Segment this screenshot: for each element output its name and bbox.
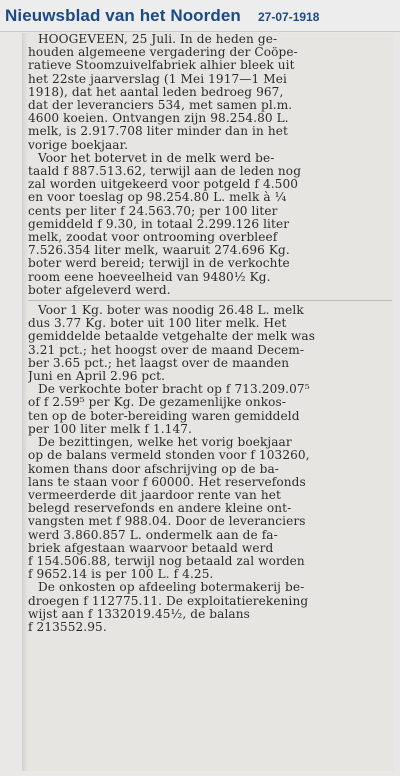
article-line: werd 3.860.857 L. ondermelk aan de fa- bbox=[28, 528, 278, 542]
newspaper-clipping bbox=[22, 33, 394, 771]
article-line: cents per liter f 24.563.70; per 100 liter bbox=[28, 204, 278, 218]
article-line: wijst aan f 1332019.45½, de balans bbox=[28, 607, 250, 621]
publication-date: 27-07-1918 bbox=[258, 10, 320, 24]
article-line: vangsten met f 988.04. Door de leveranciers bbox=[28, 515, 306, 529]
article-line: ratieve Stoomzuivelfabriek alhier bleek uit bbox=[28, 59, 295, 73]
article-line: De verkochte boter bracht op f 713.209.07⁵ bbox=[38, 383, 310, 397]
article-line: en voor toeslag op 98.254.80 L. melk à ¼ bbox=[28, 191, 287, 205]
article-line: De onkosten op afdeeling botermakerij be- bbox=[38, 581, 305, 595]
article-line: het 22ste jaarverslag (1 Mei 1917—1 Mei bbox=[28, 72, 287, 86]
article-line: melk, zoodat voor ontrooming overbleef bbox=[28, 231, 278, 245]
article-line: Voor 1 Kg. boter was noodig 26.48 L. melk bbox=[38, 304, 304, 318]
article-line: vorige boekjaar. bbox=[28, 138, 129, 152]
article-line: Voor het botervet in de melk werd be- bbox=[38, 151, 275, 165]
paragraph-divider bbox=[28, 300, 392, 301]
article-line: melk, is 2.917.708 liter minder dan in het bbox=[28, 125, 288, 139]
article-line: dat der leveranciers 534, met samen pl.m. bbox=[28, 99, 293, 113]
article-line: gemiddelde betaalde vetgehalte der melk was bbox=[28, 330, 316, 344]
article-body bbox=[28, 33, 392, 634]
article-line: of f 2.59⁵ per Kg. De gezamenlijke onkos- bbox=[28, 396, 287, 410]
article-line: gemiddeld f 9.30, in totaal 2.299.126 liter bbox=[28, 217, 290, 231]
article-line: vermeerderde dit jaardoor rente van het bbox=[28, 488, 281, 502]
article-line: ten op de boter-bereiding waren gemiddeld bbox=[28, 409, 300, 423]
article-line: op de balans vermeld stonden voor f 103260, bbox=[28, 449, 310, 463]
article-line: taald f 887.513.62, terwijl aan de leden nog bbox=[28, 165, 302, 179]
article-line: f 213552.95. bbox=[28, 620, 107, 634]
article-line: 3.21 pct.; het hoogst over de maand Decem- bbox=[28, 343, 305, 357]
article-line: per 100 liter melk f 1.147. bbox=[28, 422, 192, 436]
article-line: room eene hoeveelheid van 9480½ Kg. bbox=[28, 270, 271, 284]
article-line: boter werd bereid; terwijl in de verkochte bbox=[28, 257, 290, 271]
article-line: ber 3.65 pct.; het laagst over de maanden bbox=[28, 356, 290, 370]
article-line: belegd reservefonds en andere kleine ont- bbox=[28, 502, 292, 516]
article-line: dus 3.77 Kg. boter uit 100 liter melk. Het bbox=[28, 317, 287, 331]
article-line: boter afgeleverd werd. bbox=[28, 283, 171, 297]
header-bar bbox=[0, 0, 400, 32]
article-line: komen thans door afschrijving op de ba- bbox=[28, 462, 279, 476]
article-line: zal worden uitgekeerd voor potgeld f 4.500 bbox=[28, 178, 299, 192]
article-line: lans te staan voor f 60000. Het reservefonds bbox=[28, 475, 306, 489]
article-line: f 154.506.88, terwijl nog betaald zal worden bbox=[28, 554, 305, 568]
article-line: HOOGEVEEN, 25 Juli. In de heden ge- bbox=[38, 33, 278, 46]
newspaper-title: Nieuwsblad van het Noorden bbox=[5, 6, 241, 25]
article-line: briek afgestaan waarvoor betaald werd bbox=[28, 541, 274, 555]
article-line: 4600 koeien. Ontvangen zijn 98.254.80 L. bbox=[28, 112, 289, 126]
article-line: houden algemeene vergadering der Coöpe- bbox=[28, 46, 298, 60]
article-line: 1918), dat het aantal leden bedroeg 967, bbox=[28, 85, 284, 99]
article-line: Juni en April 2.96 pct. bbox=[28, 370, 166, 384]
article-line: De bezittingen, welke het vorig boekjaar bbox=[38, 436, 292, 450]
article-line: 7.526.354 liter melk, waaruit 274.696 Kg. bbox=[28, 244, 290, 258]
article-line: f 9652.14 is per 100 L. f 4.25. bbox=[28, 568, 214, 582]
article-line: droegen f 112775.11. De exploitatierekening bbox=[28, 594, 309, 608]
